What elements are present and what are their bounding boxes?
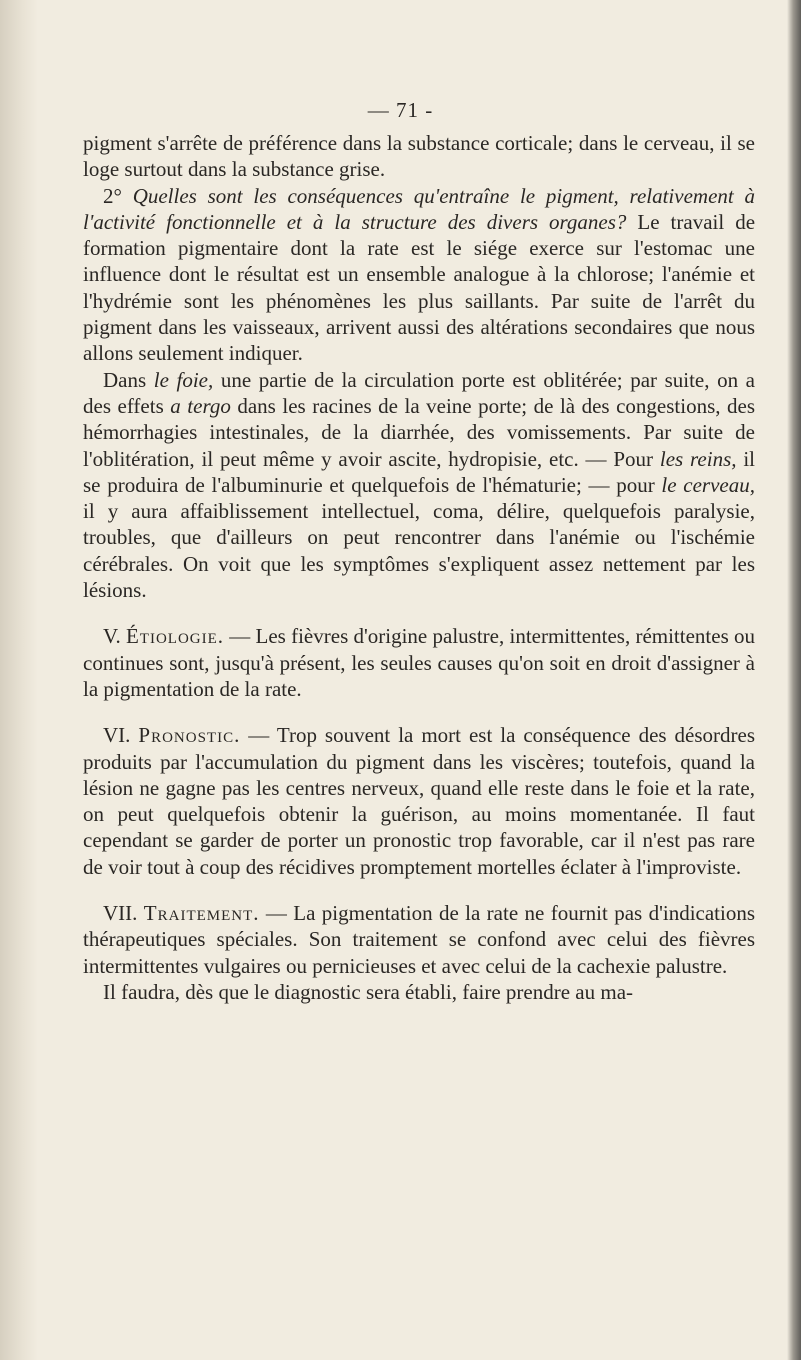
section-traitement: [83, 900, 755, 979]
organs-text-5: il y aura affaiblissement intellectuel, coma, délire, quelquefois paralysie, troubles, que d'ailleurs on peut rencontrer dans l'anémie ou l'ischémie cérébrales. On voit que les symptômes s'expliquent assez nettement par les lésions.: [83, 499, 755, 603]
paragraph-continuation: pigment s'arrête de préférence dans la substance corticale; dans le cerveau, il se loge surtout dans la substance grise.: [83, 131, 755, 182]
question-answer: Le travail de formation pigmentaire dont la rate est le siége exerce sur l'estomac une influence dont le résultat est un ensemble analogue à la chlorose; l'anémie et l'hydrémie sont les phénomènes les plus saillants. Par suite de l'arrêt du pigment dans les vaisseaux, arrivent aussi des altérations secondaires que nous allons seulement indiquer.: [83, 209, 756, 366]
organ-brain: le cerveau,: [661, 472, 755, 497]
section-text: — Trop souvent la mort est la conséquence des désordres produits par l'accumulation du pigment dans les viscères; toutefois, quand la lésion ne gagne pas les centres nerveux, quand elle reste dans le foie et la rate, on peut quelquefois obtenir la guérison, au moins momentanée. Il faut cependant se garder de porter un pronostic trop favorable, car il n'est pas rare de voir tout à coup des récidives promptement mortelles éclater à l'improviste.: [83, 723, 756, 879]
section-title: Étiologie.: [125, 624, 225, 649]
section-number: VII.: [103, 901, 138, 926]
page-shadow-left: [0, 0, 38, 1360]
section-text: — La pigmentation de la rate ne fournit pas d'indications thérapeutiques spéciales. Son traitement se confond avec celui des fièvres intermittentes vulgaires ou pernicieuses et avec celui de la cachexie palustre.: [83, 901, 756, 978]
question-text: Quelles sont les conséquences qu'entraîne le pigment, relativement à l'activité fonctionnelle et à la structure des divers organes?: [83, 183, 756, 234]
section-number: VI.: [103, 723, 131, 748]
paragraph-organs: [83, 367, 755, 604]
organs-text-4: il se produira de l'albuminurie et quelquefois de l'hématurie; — pour: [83, 446, 755, 497]
a-tergo: a tergo: [170, 393, 231, 418]
organ-liver: le foie,: [153, 367, 214, 392]
paragraph-final: Il faudra, dès que le diagnostic sera établi, faire prendre au ma-: [103, 979, 634, 1004]
page-edge-right: [787, 0, 801, 1360]
section-text: — Les fièvres d'origine palustre, intermittentes, rémittentes ou continues sont, jusqu'à présent, les seules causes qu'on soit en droit d'assigner à la pigmentation de la rate.: [83, 624, 755, 701]
paragraph-question-2: [83, 183, 755, 367]
organs-text-1: Dans: [103, 367, 147, 392]
body-text: [83, 130, 755, 1005]
section-pronostic: [83, 722, 755, 880]
section-title: Traitement.: [143, 901, 260, 926]
section-number: V.: [103, 624, 121, 649]
organ-kidneys: les reins,: [659, 446, 737, 471]
section-etiologie: [83, 623, 755, 702]
organs-text-2: une partie de la circulation porte est oblitérée; par suite, on a des effets: [83, 367, 755, 418]
page-number: — 71 -: [367, 98, 434, 122]
organs-text-3: dans les racines de la veine porte; de là des congestions, des hémorrhagies intestinales, de la diarrhée, des vomissements. Par suite de l'oblitération, il peut même y avoir ascite, hydropisie, etc. — Pour: [83, 393, 756, 471]
section-title: Pronostic.: [138, 723, 241, 748]
question-number: 2°: [103, 183, 122, 208]
